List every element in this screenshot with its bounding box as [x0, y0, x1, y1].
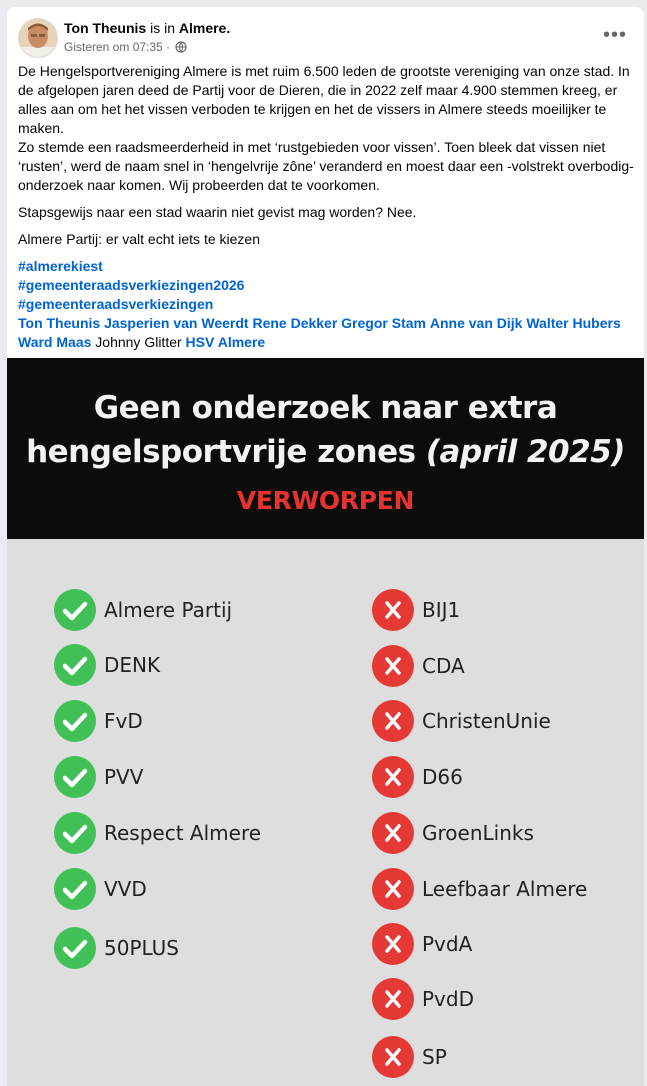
post-meta — [64, 19, 230, 58]
graphic-title-line1: Geen onderzoek naar extra — [93, 390, 558, 426]
timestamp[interactable]: Gisteren om 07:35 · — [64, 40, 171, 54]
image-banner — [7, 358, 644, 539]
mention-text: Johnny Glitter — [95, 334, 182, 350]
cross-icon — [372, 868, 414, 910]
check-icon — [54, 868, 96, 910]
party-name: 50PLUS — [104, 936, 179, 960]
party-name: DENK — [104, 653, 161, 677]
paragraph-1: De Hengelsportvereniging Almere is met ruim 6.500 leden de grootste vereniging van onze stad. In de afgelopen jaren deed de Partij voor de Dieren, die in 2022 zelf maar 4.900 stemmen kreeg, er alles aan om het het vissen verboden te krijgen en het de vissers in Almere steeds moeilijker te maken. — [18, 63, 630, 136]
mention-link[interactable]: Anne van Dijk — [429, 315, 523, 331]
party-name: Almere Partij — [104, 598, 233, 622]
cross-icon — [372, 756, 414, 798]
location-link[interactable]: Almere. — [178, 20, 231, 36]
paragraph-2: Zo stemde een raadsmeerderheid in met ‘rustgebieden voor vissen’. Toen bleek dat vissen niet ‘rusten’, werd de naam snel in ‘hengelvrije zône’ veranderd en moest daar een -volstrekt overbodig- onderzoek naar komen. Wij probeerden dat te voorkomen. — [18, 139, 634, 193]
mention-link[interactable]: Ton Theunis — [18, 315, 101, 331]
cross-icon — [372, 1036, 414, 1078]
cross-icon — [372, 589, 414, 631]
cross-icon — [372, 645, 414, 687]
post-image[interactable] — [7, 358, 644, 1086]
check-icon — [54, 756, 96, 798]
party-name: PvdD — [422, 987, 474, 1011]
hashtag-link[interactable]: #gemeenteraadsverkiezingen — [18, 296, 214, 312]
hashtag-link[interactable]: #gemeenteraadsverkiezingen2026 — [18, 277, 245, 293]
party-name: GroenLinks — [422, 821, 534, 845]
post-header — [18, 18, 633, 58]
mention-link[interactable]: Ward Maas — [18, 334, 92, 350]
party-name: PVV — [104, 765, 144, 789]
party-name: FvD — [104, 709, 143, 733]
mention-link[interactable]: Gregor Stam — [341, 315, 426, 331]
check-icon — [54, 644, 96, 686]
party-name: CDA — [422, 654, 465, 678]
graphic-title-date: (april 2025) — [425, 434, 625, 470]
mention-link[interactable]: HSV Almere — [185, 334, 266, 350]
graphic-title-line2: hengelsportvrije zones — [26, 434, 416, 470]
avatar[interactable] — [18, 18, 58, 58]
check-icon — [54, 927, 96, 969]
author-name[interactable]: Ton Theunis — [64, 20, 147, 36]
mention-list — [18, 314, 636, 352]
party-name: Leefbaar Almere — [422, 877, 588, 901]
more-options-button[interactable]: ••• — [602, 24, 627, 46]
party-name: PvdA — [422, 932, 473, 956]
is-in-text: is in — [150, 20, 175, 36]
cross-icon — [372, 978, 414, 1020]
paragraph-3: Stapsgewijs naar een stad waarin niet gevist mag worden? Nee. — [18, 204, 417, 220]
graphic-title — [7, 386, 644, 474]
hashtag-link[interactable]: #almerekiest — [18, 258, 103, 274]
globe-icon — [175, 40, 187, 58]
party-name: BIJ1 — [422, 598, 461, 622]
party-name: VVD — [104, 877, 147, 901]
post-card — [7, 7, 644, 1086]
party-name: D66 — [422, 765, 463, 789]
timestamp-line — [64, 38, 230, 58]
cross-icon — [372, 812, 414, 854]
post-body — [18, 62, 636, 352]
vote-result: VERWORPEN — [236, 486, 415, 515]
check-icon — [54, 589, 96, 631]
paragraph — [18, 62, 636, 195]
party-name: SP — [422, 1045, 447, 1069]
mention-link[interactable]: Walter Hubers — [526, 315, 621, 331]
mention-link[interactable]: Jasperien van Weerdt — [104, 315, 249, 331]
avatar-image — [19, 19, 57, 57]
author-line — [64, 19, 230, 37]
hashtag-list — [18, 257, 636, 352]
mention-link[interactable]: Rene Dekker — [252, 315, 338, 331]
cross-icon — [372, 700, 414, 742]
cross-icon — [372, 923, 414, 965]
check-icon — [54, 700, 96, 742]
party-name: Respect Almere — [104, 821, 262, 845]
check-icon — [54, 812, 96, 854]
paragraph-4: Almere Partij: er valt echt iets te kiezen — [18, 231, 260, 247]
party-name: ChristenUnie — [422, 709, 551, 733]
